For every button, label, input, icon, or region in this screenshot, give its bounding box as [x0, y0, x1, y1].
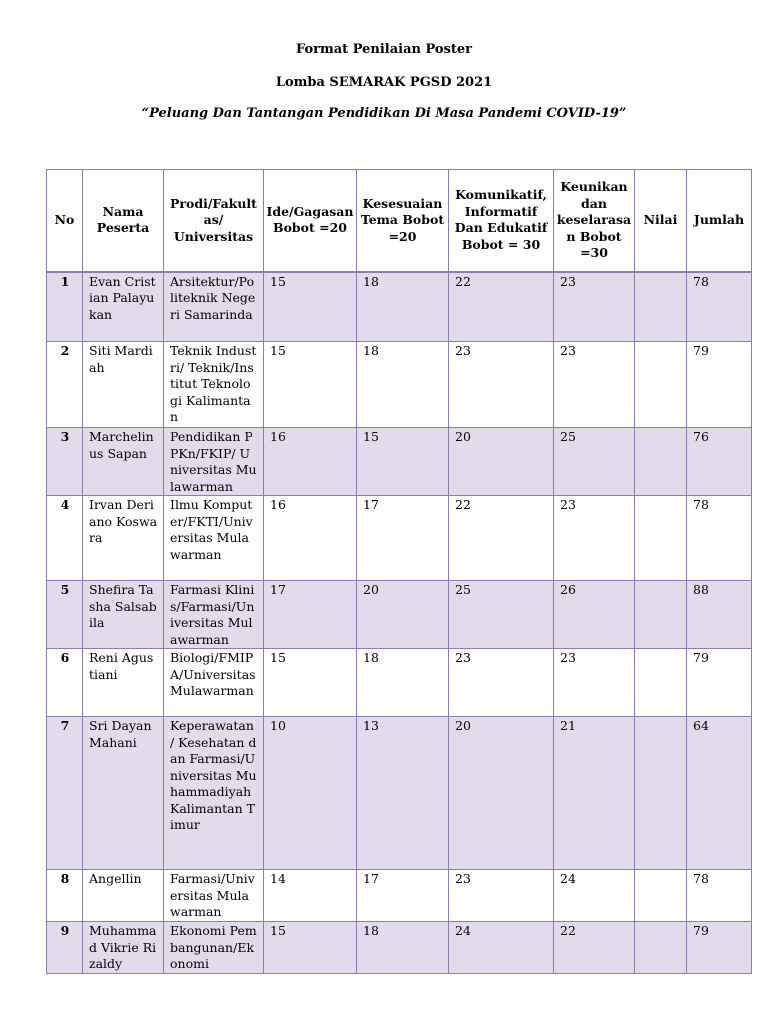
cell-nilai — [635, 870, 687, 922]
cell-no: 9 — [47, 922, 83, 974]
cell-nama: Sri Dayan Mahani — [83, 717, 164, 870]
cell-komunikatif: 20 — [449, 428, 554, 496]
cell-nilai — [635, 428, 687, 496]
cell-komunikatif: 25 — [449, 581, 554, 649]
document-theme: “Peluang Dan Tantangan Pendidikan Di Masa Pandemi COVID-19” — [141, 106, 627, 121]
table-row — [47, 870, 752, 922]
header-keunikan: Keunikan dan keselarasan Bobot =30 — [554, 170, 635, 272]
cell-komunikatif: 22 — [449, 272, 554, 342]
cell-nama: Reni Agustiani — [83, 649, 164, 717]
cell-nilai — [635, 342, 687, 428]
document-subtitle: Lomba SEMARAK PGSD 2021 — [275, 75, 493, 90]
cell-keunikan: 23 — [554, 342, 635, 428]
table-row — [47, 717, 752, 870]
cell-jumlah: 79 — [687, 922, 752, 974]
cell-jumlah: 76 — [687, 428, 752, 496]
header-jumlah: Jumlah — [687, 170, 752, 272]
cell-komunikatif: 23 — [449, 649, 554, 717]
cell-ide: 10 — [264, 717, 357, 870]
table-row — [47, 649, 752, 717]
cell-ide: 15 — [264, 272, 357, 342]
cell-ide: 15 — [264, 342, 357, 428]
cell-keunikan: 22 — [554, 922, 635, 974]
cell-no: 4 — [47, 496, 83, 581]
cell-no: 3 — [47, 428, 83, 496]
cell-jumlah: 78 — [687, 496, 752, 581]
cell-kesesuaian: 17 — [357, 870, 449, 922]
cell-prodi: Keperawatan / Kesehatan dan Farmasi/Universitas Muhammadiyah Kalimantan Timur — [164, 717, 264, 870]
cell-jumlah: 78 — [687, 272, 752, 342]
cell-jumlah: 88 — [687, 581, 752, 649]
cell-ide: 15 — [264, 922, 357, 974]
cell-prodi: Farmasi/Universitas Mulawarman — [164, 870, 264, 922]
cell-keunikan: 23 — [554, 272, 635, 342]
cell-prodi: Farmasi Klinis/Farmasi/Universitas Mulawarman — [164, 581, 264, 649]
cell-no: 1 — [47, 272, 83, 342]
cell-prodi: Ilmu Komputer/FKTI/Universitas Mulawarman — [164, 496, 264, 581]
cell-jumlah: 79 — [687, 342, 752, 428]
header-prodi: Prodi/Fakultas/ Universitas — [164, 170, 264, 272]
cell-ide: 16 — [264, 428, 357, 496]
cell-keunikan: 26 — [554, 581, 635, 649]
cell-nilai — [635, 496, 687, 581]
cell-kesesuaian: 18 — [357, 922, 449, 974]
cell-nilai — [635, 717, 687, 870]
cell-nama: Angellin — [83, 870, 164, 922]
cell-nama: Irvan Deriano Koswara — [83, 496, 164, 581]
cell-no: 5 — [47, 581, 83, 649]
cell-nama: Shefira Tasha Salsabila — [83, 581, 164, 649]
table-header-row — [47, 170, 752, 272]
cell-nilai — [635, 272, 687, 342]
cell-kesesuaian: 17 — [357, 496, 449, 581]
table-row — [47, 922, 752, 974]
cell-keunikan: 23 — [554, 649, 635, 717]
header-nama: Nama Peserta — [83, 170, 164, 272]
cell-no: 2 — [47, 342, 83, 428]
cell-keunikan: 23 — [554, 496, 635, 581]
cell-ide: 16 — [264, 496, 357, 581]
assessment-table — [46, 169, 752, 974]
cell-nilai — [635, 922, 687, 974]
table-row — [47, 496, 752, 581]
cell-keunikan: 25 — [554, 428, 635, 496]
cell-prodi: Ekonomi Pembangunan/Ekonomi — [164, 922, 264, 974]
cell-nama: Siti Mardiah — [83, 342, 164, 428]
cell-prodi: Arsitektur/Politeknik Negeri Samarinda — [164, 272, 264, 342]
cell-ide: 14 — [264, 870, 357, 922]
cell-komunikatif: 22 — [449, 496, 554, 581]
cell-kesesuaian: 18 — [357, 272, 449, 342]
document-title: Format Penilaian Poster — [295, 42, 473, 57]
cell-no: 7 — [47, 717, 83, 870]
cell-nilai — [635, 649, 687, 717]
header-ide: Ide/Gagasan Bobot =20 — [264, 170, 357, 272]
cell-keunikan: 24 — [554, 870, 635, 922]
cell-komunikatif: 20 — [449, 717, 554, 870]
cell-komunikatif: 23 — [449, 342, 554, 428]
cell-nama: Evan Cristian Palayukan — [83, 272, 164, 342]
table-row — [47, 581, 752, 649]
cell-kesesuaian: 20 — [357, 581, 449, 649]
cell-prodi: Pendidikan PPKn/FKIP/ Universitas Mulawarman — [164, 428, 264, 496]
cell-kesesuaian: 18 — [357, 342, 449, 428]
cell-jumlah: 64 — [687, 717, 752, 870]
cell-nilai — [635, 581, 687, 649]
header-no: No — [47, 170, 83, 272]
header-nilai: Nilai — [635, 170, 687, 272]
header-kesesuaian: Kesesuaian Tema Bobot =20 — [357, 170, 449, 272]
cell-no: 8 — [47, 870, 83, 922]
table-row — [47, 272, 752, 342]
cell-jumlah: 78 — [687, 870, 752, 922]
header-komunikatif: Komunikatif, Informatif Dan Edukatif Bobot = 30 — [449, 170, 554, 272]
cell-ide: 15 — [264, 649, 357, 717]
cell-komunikatif: 24 — [449, 922, 554, 974]
cell-kesesuaian: 15 — [357, 428, 449, 496]
cell-prodi: Teknik Industri/ Teknik/Institut Teknologi Kalimantan — [164, 342, 264, 428]
cell-komunikatif: 23 — [449, 870, 554, 922]
table-row — [47, 428, 752, 496]
cell-prodi: Biologi/FMIPA/Universitas Mulawarman — [164, 649, 264, 717]
cell-keunikan: 21 — [554, 717, 635, 870]
table-row — [47, 342, 752, 428]
cell-no: 6 — [47, 649, 83, 717]
cell-nama: Muhammad Vikrie Rizaldy — [83, 922, 164, 974]
cell-jumlah: 79 — [687, 649, 752, 717]
cell-nama: Marchelinus Sapan — [83, 428, 164, 496]
cell-ide: 17 — [264, 581, 357, 649]
cell-kesesuaian: 18 — [357, 649, 449, 717]
cell-kesesuaian: 13 — [357, 717, 449, 870]
